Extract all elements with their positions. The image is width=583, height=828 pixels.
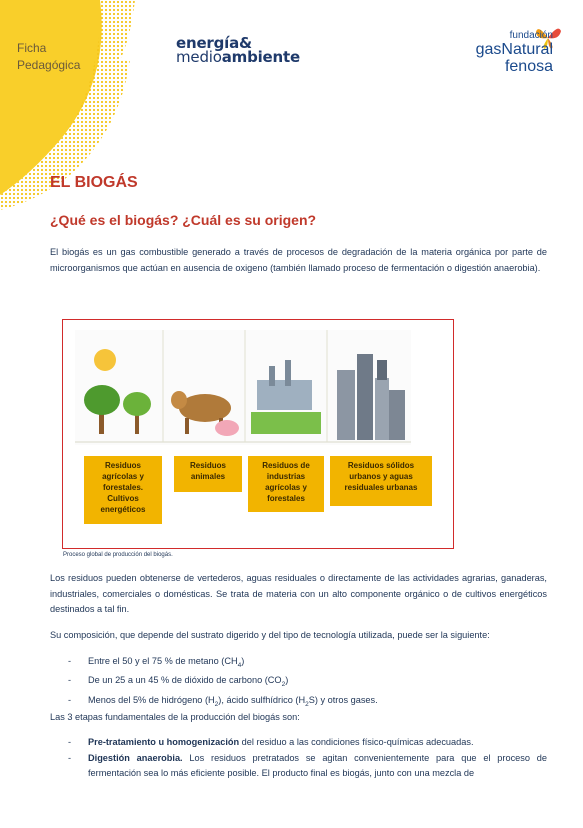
ficha-label: [17, 40, 80, 74]
biogas-figure: [62, 319, 454, 549]
list-item: - Pre-tratamiento u homogenización del residuo a las condiciones físico-químicas adecuadas.: [68, 735, 547, 751]
list-item: - Menos del 5% de hidrógeno $(H_2)$, ácido sulfhídrico $(H_2S)$ y otros gases.: [68, 693, 378, 712]
fund-line3: fenosa: [504, 58, 553, 75]
paragraph-2: Los residuos pueden obtenerse de vertederos, aguas residuales o directamente de las actividades agrarias, ganaderas, industriales, comerciales o domésticas. Se trata de materia con un alto componente orgánico o de cultivos energéticos destinados a tal fin.: [50, 573, 547, 614]
intro-paragraph: El biogás es un gas combustible generado a través de procesos de degradación de la materia orgánica por parte de microorganismos que actúan en ausencia de oxigeno (también llamado proceso de fermentación o digestión anaerobia).: [50, 247, 547, 273]
brand-line2b: ambiente: [221, 48, 300, 66]
paragraph-4: Las 3 etapas fundamentales de la producción del biogás son:: [50, 712, 300, 722]
stages-list: [68, 735, 547, 782]
brand-line1: energía&: [176, 34, 252, 52]
section-subtitle: ¿Qué es el biogás? ¿Cuál es su origen?: [50, 212, 317, 228]
ficha-line1: Ficha: [17, 41, 47, 55]
composition-list: [68, 654, 378, 712]
source-box-agricultural: Residuos agrícolas y forestales. Cultivos energéticos: [84, 456, 162, 524]
paragraph-3: Su composición, que depende del sustrato digerido y del tipo de tecnología utilizada, puede ser la siguiente:: [50, 630, 490, 640]
sun-icon: [94, 349, 116, 371]
brand-line2a: medio: [176, 48, 222, 66]
brand-logo: [176, 36, 300, 64]
figure-caption: Proceso global de producción del biogás.: [63, 552, 173, 558]
source-box-animal: Residuos animales: [174, 456, 242, 492]
source-box-urban: Residuos sólidos urbanos y aguas residuales urbanas: [330, 456, 432, 506]
source-box-industrial: Residuos de industrias agrícolas y forestales: [248, 456, 324, 512]
fundacion-logo: [476, 30, 553, 75]
fund-line2: gasNatural: [475, 41, 553, 58]
fund-line1: fundación: [509, 30, 553, 41]
ficha-line2: Pedagógica: [17, 58, 81, 72]
waste-sources-illustration: [75, 330, 411, 445]
page-title: EL BIOGÁS: [50, 174, 138, 191]
list-item: - De un 25 a un 45 % de dióxido de carbono $(CO_2)$: [68, 673, 378, 692]
list-item: - Entre el 50 y el 75 % de metano $(CH_4)$: [68, 654, 378, 673]
list-item: - Digestión anaerobia. Los residuos pretratados se agitan convenientemente para que el proceso de fermentación sea lo más eficiente posible. El producto final es biogás, junto con una mezcla de: [68, 751, 547, 782]
